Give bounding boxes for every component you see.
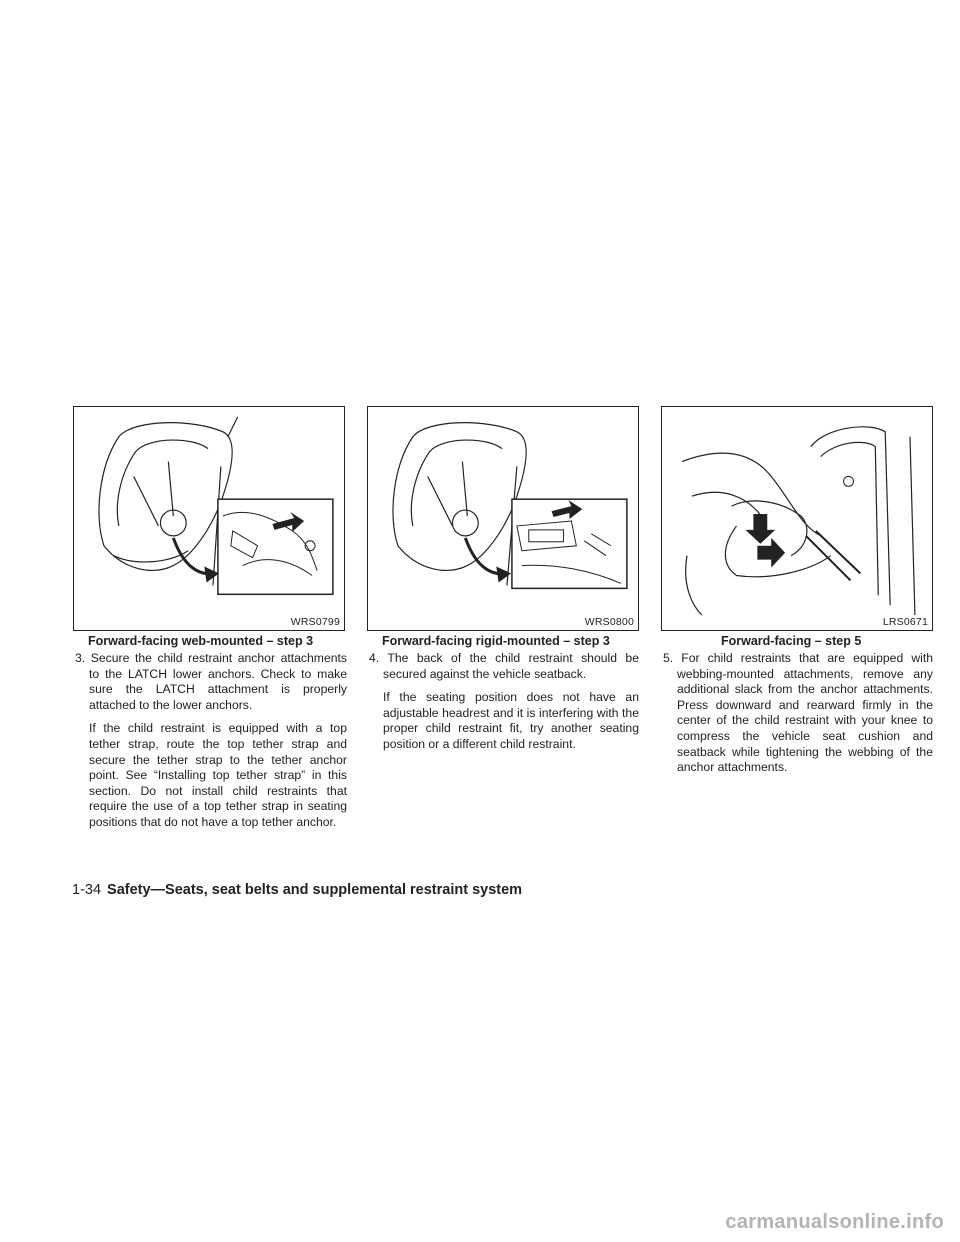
figure-caption: Forward-facing web-mounted – step 3 bbox=[88, 634, 314, 648]
page-footer bbox=[72, 882, 522, 898]
step-5-text: 5. For child restraints that are equipped with webbing-mounted attachments, remove any additional slack from the anchor attachments. Press downward and rearward firmly in the center of the child restraint with your knee to compress the vehicle seat cushion and seatback while tightening the webbing of the anchor attachments. bbox=[663, 651, 933, 775]
watermark: carmanualsonline.info bbox=[725, 1211, 944, 1233]
page-number: 1-34 bbox=[72, 882, 102, 898]
step-4-note: If the seating position does not have an adjustable headrest and it is interfering with the proper child restraint fit, try another seating position or a different child restraint. bbox=[383, 690, 639, 751]
step-4-text: 4. The back of the child restraint should be secured against the vehicle seatback. bbox=[369, 651, 639, 681]
figure-code: WRS0799 bbox=[290, 616, 340, 628]
text-column bbox=[75, 651, 347, 831]
figure-caption: Forward-facing – step 5 bbox=[721, 634, 862, 648]
text-column bbox=[663, 651, 933, 776]
figure-code: WRS0800 bbox=[584, 616, 634, 628]
child-seat-illustration bbox=[368, 407, 638, 630]
knee-press-illustration bbox=[662, 407, 932, 630]
step-3-text: 3. Secure the child restraint anchor attachments to the LATCH lower anchors. Check to make sure the LATCH attachment is properly attached to the lower anchors. bbox=[75, 651, 347, 712]
section-title: Safety—Seats, seat belts and supplemental restraint system bbox=[107, 882, 523, 898]
figure-code: LRS0671 bbox=[882, 616, 928, 628]
figure-caption: Forward-facing rigid-mounted – step 3 bbox=[382, 634, 610, 648]
step-3-note: If the child restraint is equipped with a top tether strap, route the top tether strap and secure the tether strap to the tether anchor point. See “Installing top tether strap” in this section. Do not install child restraints that require the use of a top tether strap in seating positions that do not have a top tether anchor. bbox=[89, 721, 347, 829]
figure-web-mounted bbox=[73, 406, 345, 631]
figure-forward-facing bbox=[661, 406, 933, 631]
child-seat-illustration bbox=[74, 407, 344, 630]
text-column bbox=[369, 651, 639, 753]
figure-rigid-mounted bbox=[367, 406, 639, 631]
